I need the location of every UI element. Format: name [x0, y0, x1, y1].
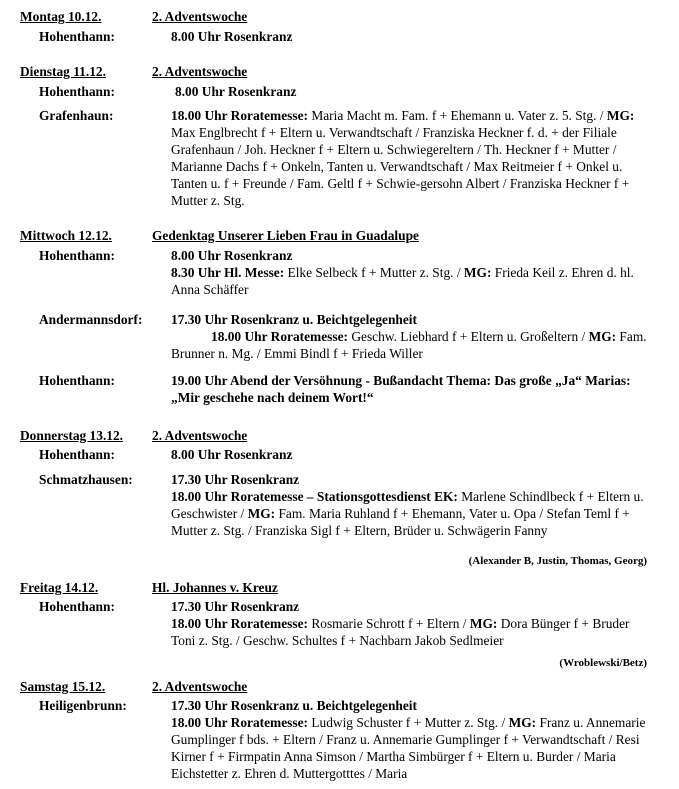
service-line: 17.30 Uhr Rosenkranz u. Beichtgelegenheit	[171, 698, 417, 713]
day-header-saturday	[20, 678, 670, 695]
mg-label: MG:	[469, 616, 498, 631]
day-header-friday	[20, 579, 670, 596]
day-date: Dienstag 11.12.	[20, 64, 106, 79]
day-date: Samstag 15.12.	[20, 679, 106, 694]
day-title: Hl. Johannes v. Kreuz	[152, 580, 278, 595]
service-line: 17.30 Uhr Rosenkranz	[171, 599, 300, 614]
day-date: Donnerstag 13.12.	[20, 428, 124, 443]
day-title: Gedenktag Unserer Lieben Frau in Guadalupe	[152, 228, 419, 243]
intentions: Rosmarie Schrott f + Eltern /	[307, 616, 470, 631]
service-block	[171, 264, 651, 298]
intentions: Geschw. Liebhard f + Eltern u. Großeltern /	[347, 329, 589, 344]
place-label: Hohenthann:	[39, 373, 115, 388]
day-header-thursday	[20, 427, 670, 444]
day-date: Montag 10.12.	[20, 9, 102, 24]
day-title: 2. Adventswoche	[152, 679, 248, 694]
intentions: Max Englbrecht f + Eltern u. Verwandtschaft / Franziska Heckner f. d. + der Filiale Grafenhaun / Joh. Heckner f + Eltern u. Schwiegereltern / Th. Heckner f + Mutter / Marianne Dachs f + Onkeln, Tanten u. Verwandtschaft / Max Reitmeier f + Onkel u. Tanten u. f + Freunde / Fam. Geltl f + Schwie-gersohn Albert / Franziska Heckner f + Mutter z. Stg.	[171, 125, 630, 208]
mg-label: MG:	[247, 506, 276, 521]
intentions: Ludwig Schuster f + Mutter z. Stg. /	[307, 715, 509, 730]
day-title: 2. Adventswoche	[152, 9, 248, 24]
mg-label: MG:	[588, 329, 617, 344]
mg-label: MG:	[606, 108, 635, 123]
service-time: 18.00 Uhr Roratemesse:	[211, 329, 348, 344]
day-header-monday	[20, 8, 670, 25]
service-line: 17.30 Uhr Rosenkranz u. Beichtgelegenheit	[171, 312, 417, 327]
mg-label: MG:	[463, 265, 492, 280]
service-block	[171, 107, 651, 209]
service-block	[171, 488, 651, 539]
place-label: Hohenthann:	[39, 29, 115, 44]
intentions: Marlene Schindlbeck f + Eltern u. Geschwister /	[171, 489, 644, 521]
intentions: Dora Bünger f + Bruder Toni z. Stg. / Geschw. Schultes f + Nachbarn Jakob Sedlmeier	[171, 616, 630, 648]
day-date: Mittwoch 12.12.	[20, 228, 112, 243]
server-note: (Alexander B, Justin, Thomas, Georg)	[468, 555, 647, 567]
intentions: Maria Macht m. Fam. f + Ehemann u. Vater z. 5. Stg. /	[307, 108, 607, 123]
place-label: Grafenhaun:	[39, 108, 114, 123]
day-date: Freitag 14.12.	[20, 580, 99, 595]
service-time: 18.00 Uhr Roratemesse:	[171, 715, 308, 730]
place-label: Hohenthann:	[39, 248, 115, 263]
day-title: 2. Adventswoche	[152, 428, 248, 443]
day-header-wednesday	[20, 227, 670, 244]
intentions: Fam. Brunner n. Mg. / Emmi Bindl f + Frieda Willer	[171, 329, 647, 361]
service-line: 8.00 Uhr Rosenkranz	[171, 29, 293, 44]
service-time: 18.00 Uhr Roratemesse – Stationsgottesdienst EK:	[171, 489, 458, 504]
place-label: Heiligenbrunn:	[39, 698, 127, 713]
service-time: 8.30 Uhr Hl. Messe:	[171, 265, 285, 280]
service-line: 8.00 Uhr Rosenkranz	[171, 248, 293, 263]
service-line: 8.00 Uhr Rosenkranz	[171, 447, 293, 462]
intentions: Frieda Keil z. Ehren d. hl. Anna Schäffer	[171, 265, 634, 297]
service-block	[171, 714, 651, 782]
service-block	[171, 328, 651, 362]
service-time: 18.00 Uhr Roratemesse:	[171, 616, 308, 631]
service-block	[171, 615, 651, 649]
server-note: (Wroblewski/Betz)	[559, 657, 647, 669]
service-line: 8.00 Uhr Rosenkranz	[175, 84, 297, 99]
place-label: Hohenthann:	[39, 84, 115, 99]
service-line: 19.00 Uhr Abend der Versöhnung - Bußandacht Thema: Das große „Ja“ Marias: „Mir geschehe nach deinem Wort!“	[171, 373, 631, 405]
place-label: Hohenthann:	[39, 599, 115, 614]
intentions: Franz u. Annemarie Gumplinger f bds. + Eltern / Franz u. Annemarie Gumplinger f + Verwandtschaft / Resi Kirner f + Firmpatin Anna Simson / Martha Simbürger f + Eltern u. Burder / Maria Eichstetter z. Ehren d. Muttergotttes / Maria	[171, 715, 646, 781]
place-label: Schmatzhausen:	[39, 472, 133, 487]
mg-label: MG:	[508, 715, 537, 730]
service-time: 18.00 Uhr Roratemesse:	[171, 108, 308, 123]
intentions: Fam. Maria Ruhland f + Ehemann, Vater u. Opa / Stefan Teml f + Mutter z. Stg. / Franziska Sigl f + Eltern, Brüder u. Schwägerin Fanny	[171, 506, 630, 538]
place-label: Hohenthann:	[39, 447, 115, 462]
place-label: Andermannsdorf:	[39, 312, 143, 327]
service-line: 17.30 Uhr Rosenkranz	[171, 472, 300, 487]
intentions: Elke Selbeck f + Mutter z. Stg. /	[284, 265, 464, 280]
day-title: 2. Adventswoche	[152, 64, 248, 79]
day-header-tuesday	[20, 63, 670, 80]
